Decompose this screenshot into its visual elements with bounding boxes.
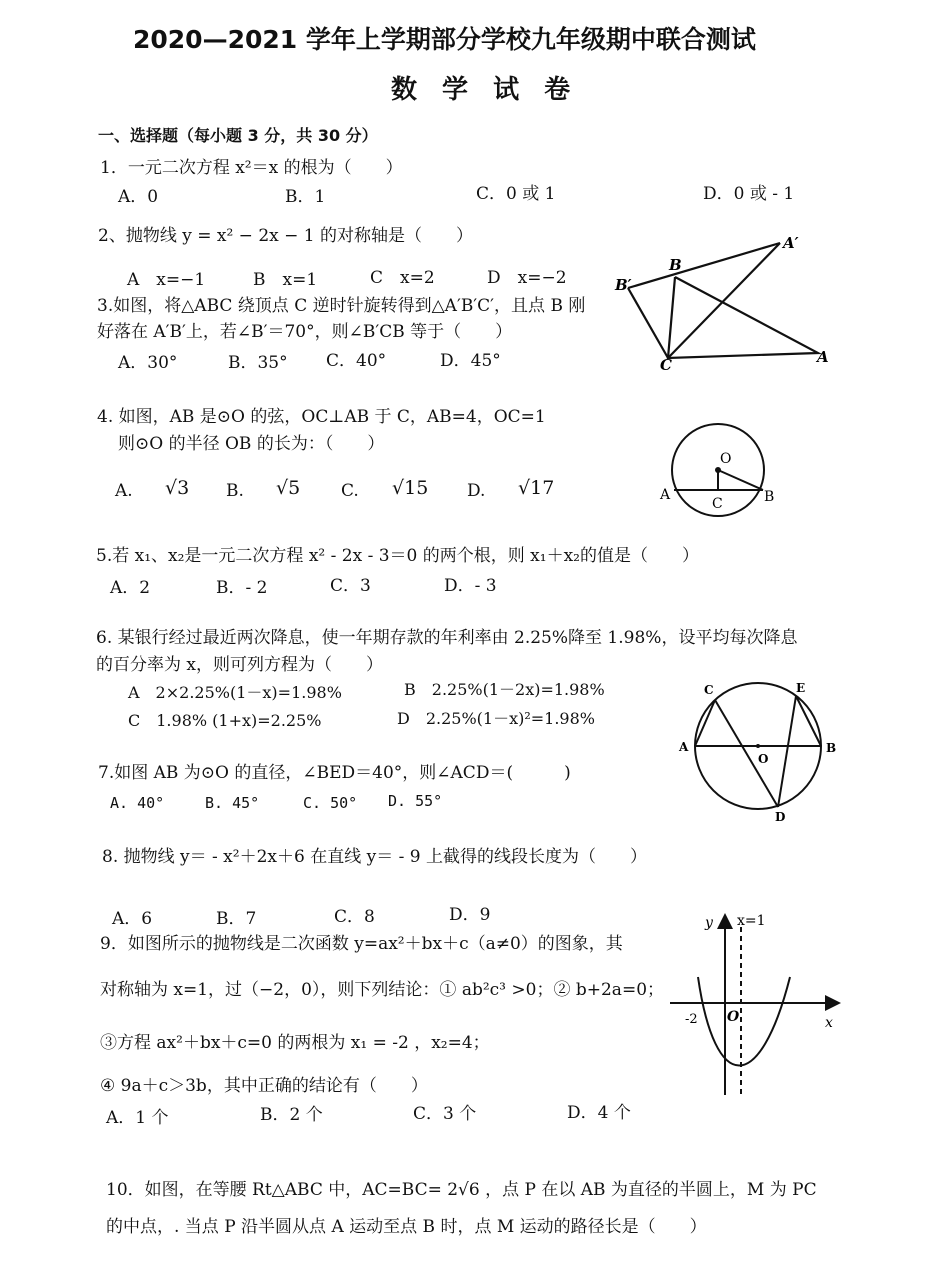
q3-option-c: C．40° <box>326 351 387 371</box>
q3-option-a: A．30° <box>118 353 178 373</box>
q1-option-a: A．0 <box>118 187 159 207</box>
figure-q4-circle <box>652 418 787 518</box>
q1-stem: 1．一元二次方程 x²＝x 的根为（ ） <box>100 158 403 178</box>
q3-line2: 好落在 A′B′上，若∠B′＝70°，则∠B′CB 等于（ ） <box>97 322 513 342</box>
q10-line1: 10．如图，在等腰 Rt△ABC 中，AC=BC= 2√6 ，点 P 在以 AB 为直径的半圆上，M 为 PC <box>106 1180 817 1200</box>
q9-line3: ③方程 ax²＋bx＋c=0 的两根为 x₁ = -2 ，x₂=4； <box>100 1033 490 1053</box>
q9-option-b: B．2 个 <box>260 1105 323 1125</box>
q2-option-c: C x=2 <box>370 268 435 288</box>
fig9-label-axis: x=1 <box>737 913 766 929</box>
q1-option-c: C．0 或 1 <box>476 184 556 204</box>
q10-line2: 的中点，. 当点 P 沿半圆从点 A 运动至点 B 时，点 M 运动的路径长是（ ） <box>106 1217 707 1237</box>
q3-line1: 3.如图，将△ABC 绕顶点 C 逆时针旋转得到△A′B′C′，且点 B 刚 <box>97 296 586 316</box>
q9-line2: 对称轴为 x=1，过（−2，0），则下列结论：① ab²c³ >0；② b+2a=0； <box>100 980 665 1000</box>
exam-subtitle: 数 学 试 卷 <box>391 75 579 105</box>
q4-option-b: B. <box>226 481 244 501</box>
fig4-label-o: O <box>720 451 732 467</box>
fig7-label-a: A <box>679 740 689 754</box>
q4-option-b-value: √5 <box>276 477 301 499</box>
exam-title: 2020—2021 学年上学期部分学校九年级期中联合测试 <box>133 25 756 54</box>
q7-stem: 7.如图 AB 为⊙O 的直径，∠BED＝40°，则∠ACD＝( ) <box>98 763 571 783</box>
fig7-label-e: E <box>796 681 806 695</box>
q4-option-c-value: √15 <box>392 477 429 499</box>
q7-option-b: B. 45° <box>205 794 260 812</box>
q8-stem: 8. 抛物线 y＝ - x²＋2x＋6 在直线 y＝ - 9 上截得的线段长度为（ ） <box>102 847 647 867</box>
q1-option-b: B．1 <box>285 187 326 207</box>
q7-option-c: C. 50° <box>303 794 358 812</box>
fig3-label-a: A <box>817 348 829 366</box>
q5-option-b: B．- 2 <box>216 578 268 598</box>
q4-option-a: A. <box>115 481 133 501</box>
fig4-label-b: B <box>764 489 775 505</box>
q4-line2: 则⊙O 的半径 OB 的长为：（ ） <box>118 434 385 454</box>
fig7-label-d: D <box>775 810 786 824</box>
q6-line1: 6. 某银行经过最近两次降息，使一年期存款的年利率由 2.25%降至 1.98%，设平均每次降息 <box>96 628 798 648</box>
section-heading: 一、选择题（每小题 3 分，共 30 分） <box>98 126 378 145</box>
q6-option-b: B 2.25%(1－2x)=1.98% <box>404 680 605 699</box>
q2-option-a: A x=−1 <box>127 270 206 290</box>
q8-option-d: D．9 <box>449 905 491 925</box>
q6-option-a: A 2×2.25%(1－x)=1.98% <box>128 683 342 702</box>
fig9-label-y: y <box>705 915 713 931</box>
fig9-label-o: O <box>727 1009 740 1025</box>
q6-option-c: C 1.98% (1+x)=2.25% <box>128 711 322 730</box>
q6-line2: 的百分率为 x，则可列方程为（ ） <box>96 655 383 675</box>
fig9-label-minus2: -2 <box>685 1012 698 1027</box>
fig9-label-x: x <box>825 1015 833 1031</box>
q3-option-d: D．45° <box>440 351 501 371</box>
q5-stem: 5.若 x₁、x₂是一元二次方程 x² - 2x - 3＝0 的两个根，则 x₁＋x₂的值是（ ） <box>96 546 699 566</box>
fig4-label-a: A <box>660 487 671 503</box>
q5-option-a: A．2 <box>110 578 151 598</box>
q8-option-c: C．8 <box>334 907 375 927</box>
q4-option-c: C. <box>341 481 359 501</box>
q7-option-a: A. 40° <box>110 794 165 812</box>
figure-q3-rotated-triangle <box>605 230 845 375</box>
q7-option-d: D. 55° <box>388 792 443 810</box>
q4-option-d: D. <box>467 481 486 501</box>
fig7-label-c: C <box>704 683 714 697</box>
fig7-label-o: O <box>758 752 769 766</box>
q4-line1: 4. 如图，AB 是⊙O 的弦，OC⊥AB 于 C，AB=4，OC=1 <box>97 407 546 427</box>
fig3-label-c: C <box>660 356 672 374</box>
figure-q9-parabola <box>665 905 845 1100</box>
q9-line4: ④ 9a＋c＞3b，其中正确的结论有（ ） <box>100 1076 428 1096</box>
q2-option-b: B x=1 <box>253 270 318 290</box>
q4-option-a-value: √3 <box>165 477 190 499</box>
fig7-label-b: B <box>826 741 837 755</box>
q3-option-b: B．35° <box>228 353 288 373</box>
q9-line1: 9．如图所示的抛物线是二次函数 y=ax²＋bx＋c（a≠0）的图象，其 <box>100 934 623 954</box>
fig3-label-a1: A′ <box>783 234 799 252</box>
fig3-label-b: B <box>669 256 682 274</box>
figure-q7-circle <box>672 678 847 828</box>
q2-option-d: D x=−2 <box>487 268 567 288</box>
q8-option-b: B．7 <box>216 909 257 929</box>
fig3-label-b1: B′ <box>615 276 632 294</box>
q9-option-c: C．3 个 <box>413 1104 477 1124</box>
q1-option-d: D．0 或 - 1 <box>703 184 795 204</box>
q8-option-a: A．6 <box>112 909 153 929</box>
q6-option-d: D 2.25%(1－x)²=1.98% <box>397 709 595 728</box>
q5-option-d: D．- 3 <box>444 576 497 596</box>
q2-stem: 2、抛物线 y = x² − 2x − 1 的对称轴是（ ） <box>98 226 474 246</box>
fig4-label-c: C <box>712 496 723 512</box>
q9-option-d: D．4 个 <box>567 1103 631 1123</box>
q9-option-a: A．1 个 <box>106 1108 169 1128</box>
q5-option-c: C．3 <box>330 576 371 596</box>
q4-option-d-value: √17 <box>518 477 555 499</box>
